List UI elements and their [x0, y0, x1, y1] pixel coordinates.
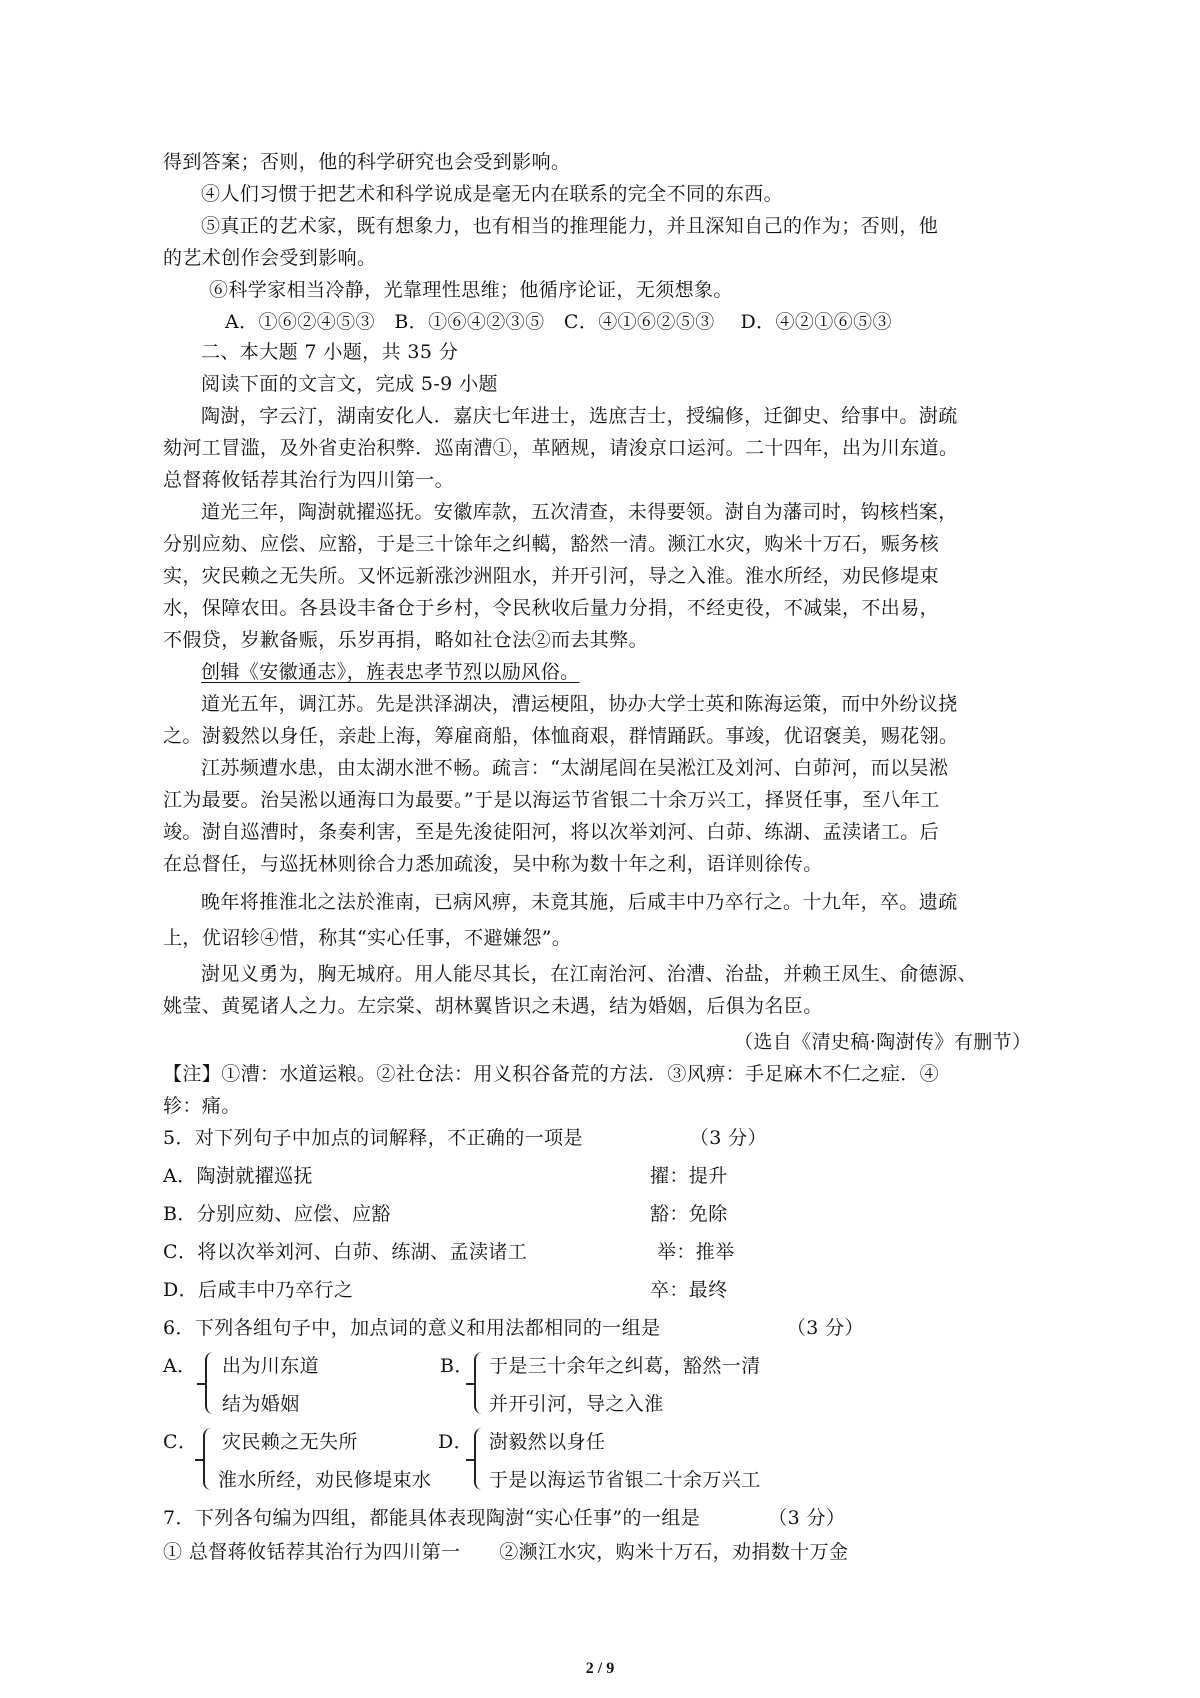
- option-b-line-1: 于是三十余年之纠葛，豁然一清: [489, 1355, 761, 1377]
- option-c-label: C．: [163, 1431, 198, 1453]
- text-line: ⑤真正的艺术家，既有想象力，也有相当的推理能力，并且深知自己的作为；否则，他: [201, 215, 939, 237]
- text-line: 晚年将推淮北之法於淮南，已病风痹，未竟其施，后咸丰中乃卒行之。十九年，卒。遗疏: [201, 891, 958, 913]
- option-c-gloss: 举：推举: [657, 1241, 735, 1263]
- answer-options: A．①⑥②④⑤③ B．①⑥④②③⑤ C．④①⑥②⑤③ D．④②①⑥⑤③: [225, 311, 892, 333]
- option-d-gloss: 卒：最终: [650, 1279, 728, 1301]
- brace-icon: [203, 1428, 217, 1490]
- text-line: 上，优诏轸④惜，称其“实心任事，不避嫌怨”。: [163, 927, 572, 949]
- text-line-underlined: 创辑《安徽通志》，旌表忠孝节烈以励风俗。: [201, 661, 580, 683]
- option-b-gloss: 豁：免除: [650, 1203, 728, 1225]
- text-line: 得到答案；否则，他的科学研究也会受到影响。: [163, 151, 571, 173]
- question-5: 5．对下列句子中加点的词解释，不正确的一项是 （3 分）: [163, 1127, 767, 1149]
- question-6: 6．下列各组句子中，加点词的意义和用法都相同的一组是 （3 分）: [163, 1317, 864, 1339]
- section-heading: 二、本大题 7 小题，共 35 分: [201, 341, 459, 363]
- text-line: ⑥科学家相当冷静，光靠理性思维；他循序论证，无须想象。: [209, 279, 733, 301]
- notes-line: 轸：痛。: [163, 1095, 241, 1117]
- text-line: 在总督任，与巡抚林则徐合力悉加疏浚，吴中称为数十年之利，语详则徐传。: [163, 853, 823, 875]
- text-line: 江苏频遭水患，由太湖水泄不畅。疏言：“太湖尾闾在吴淞江及刘河、白茆河，而以吴淞: [201, 757, 949, 779]
- brace-icon: [474, 1352, 488, 1414]
- text-line: 分别应劾、应偿、应豁，于是三十馀年之纠轕，豁然一清。濒江水灾，购米十万石，赈务核: [163, 533, 940, 555]
- option-d: D．后咸丰中乃卒行之: [163, 1279, 354, 1301]
- source-citation: （选自《清史稿·陶澍传》有删节）: [734, 1031, 1032, 1053]
- text-line: 之。澍毅然以身任，亲赴上海，筹雇商船，体恤商艰，群情踊跃。事竣，优诏褒美，赐花翎。: [163, 725, 959, 747]
- question-7: 7．下列各句编为四组，都能具体表现陶澍“实心任事”的一组是 （3 分）: [163, 1507, 846, 1529]
- option-a: A．陶澍就擢巡抚: [163, 1165, 313, 1187]
- text-line: 的艺术创作会受到影响。: [163, 247, 377, 269]
- text-line: 总督蒋攸铦荐其治行为四川第一。: [163, 469, 455, 491]
- text-line: ④人们习惯于把艺术和科学说成是毫无内在联系的完全不同的东西。: [201, 183, 784, 205]
- option-d-line-2: 于是以海运节省银二十余万兴工: [489, 1469, 761, 1491]
- option-a-line-2: 结为婚姻: [222, 1393, 300, 1415]
- option-c-line-1: 灾民赖之无失所: [222, 1431, 358, 1453]
- brace-icon: [474, 1428, 488, 1490]
- text-line: 陶澍，字云汀，湖南安化人．嘉庆七年进士，选庶吉士，授编修，迁御史、给事中。澍疏: [201, 405, 958, 427]
- option-b-line-2: 并开引河，导之入淮: [489, 1393, 664, 1415]
- text-line: 竣。澍自巡漕时，条奏利害，至是先浚徒阳河，将以次举刘河、白茆、练湖、孟渎诸工。后: [163, 821, 940, 843]
- option-a-line-1: 出为川东道: [222, 1355, 320, 1377]
- option-d-label: D．: [438, 1431, 474, 1453]
- text-line: 劾河工冒滥，及外省吏治积弊．巡南漕①，革陋规，请浚京口运河。二十四年，出为川东道。: [163, 437, 959, 459]
- brace-icon: [205, 1352, 219, 1414]
- option-b: B．分别应劾、应偿、应豁: [163, 1203, 391, 1225]
- text-line: 江为最要。治吴淞以通海口为最要。”于是以海运节省银二十余万兴工，择贤任事，至八年工: [163, 789, 940, 811]
- option-d-line-1: 澍毅然以身任: [489, 1431, 606, 1453]
- instruction-line: 阅读下面的文言文，完成 5-9 小题: [201, 373, 498, 395]
- option-c: C．将以次举刘河、白茆、练湖、孟渎诸工: [163, 1241, 528, 1263]
- text-line: 姚莹、黄冕诸人之力。左宗棠、胡林翼皆识之未遇，结为婚姻，后俱为名臣。: [163, 995, 823, 1017]
- text-line: 水，保障农田。各县设丰备仓于乡村，令民秋收后量力分捐，不经吏役，不减粜，不出易，: [163, 597, 940, 619]
- text-line: 实，灾民赖之无失所。又怀远新涨沙洲阻水，并开引河，导之入淮。淮水所经，劝民修堤束: [163, 565, 940, 587]
- notes-line: 【注】①漕：水道运粮。②社仓法：用义积谷备荒的方法．③风痹：手足麻木不仁之症．④: [163, 1063, 940, 1085]
- text-line: 道光五年，调江苏。先是洪泽湖决，漕运梗阻，协办大学士英和陈海运策，而中外纷议挠: [201, 693, 958, 715]
- text-line: 道光三年，陶澍就擢巡抚。安徽库款，五次清查，未得要领。澍自为藩司时，钩核档案，: [201, 501, 958, 523]
- page-number: 2 / 9: [585, 1660, 615, 1677]
- option-a-label: A．: [163, 1355, 197, 1377]
- text-line: 不假贷，岁歉备赈，乐岁再捐，略如社仓法②而去其弊。: [163, 629, 649, 651]
- question-7-items: ① 总督蒋攸铦荐其治行为四川第一 ②濒江水灾，购米十万石，劝捐数十万金: [163, 1541, 849, 1563]
- option-a-gloss: 擢：提升: [650, 1165, 728, 1187]
- option-b-label: B．: [440, 1355, 474, 1377]
- text-line: 澍见义勇为，胸无城府。用人能尽其长，在江南治河、治漕、治盐，并赖王凤生、俞德源、: [201, 963, 978, 985]
- option-c-line-2: 淮水所经，劝民修堤束水: [218, 1469, 432, 1491]
